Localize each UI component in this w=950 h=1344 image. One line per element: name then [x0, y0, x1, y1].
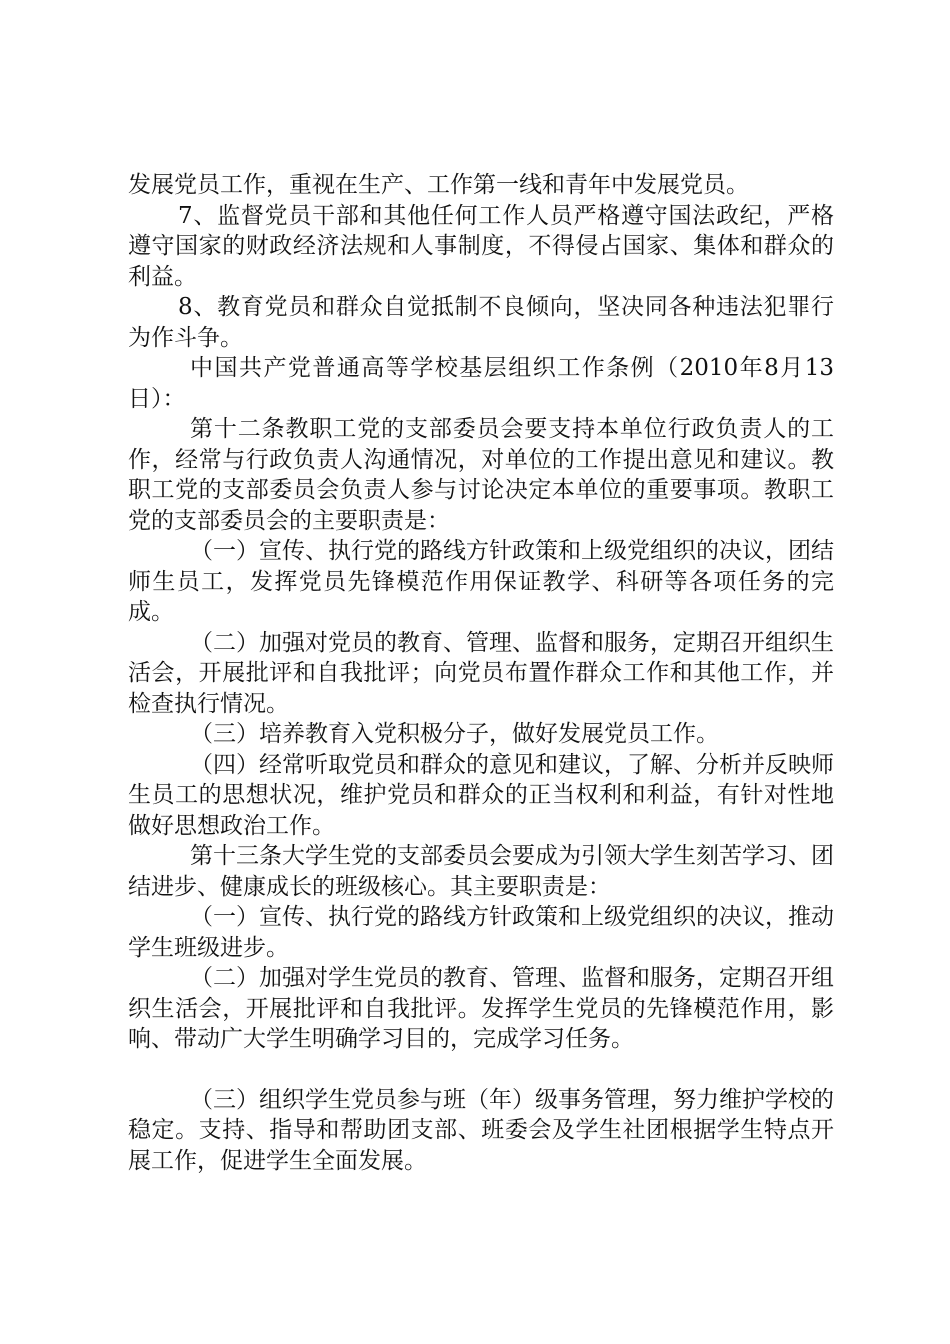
paragraph-item-8: 8、教育党员和群众自觉抵制不良倾向，坚决同各种违法犯罪行为作斗争。: [128, 294, 834, 351]
document-body: [128, 170, 834, 1176]
paragraph-article-12-item-4: （四）经常听取党员和群众的意见和建议，了解、分析并反映师生员工的思想状况，维护党员和群众的正当权利和利益，有针对性地做好思想政治工作。: [128, 751, 834, 839]
paragraph-article-12-item-1: （一）宣传、执行党的路线方针政策和上级党组织的决议，团结师生员工，发挥党员先锋模范作用保证教学、科研等各项任务的完成。: [128, 538, 834, 625]
paragraph-article-12-item-3: （三）培养教育入党积极分子，做好发展党员工作。: [190, 721, 719, 747]
paragraph-article-12-item-2: （二）加强对党员的教育、管理、监督和服务，定期召开组织生活会，开展批评和自我批评；向党员布置作群众工作和其他工作，并检查执行情况。: [128, 629, 834, 717]
paragraph-item-7: 7、监督党员干部和其他任何工作人员严格遵守国法政纪，严格遵守国家的财政经济法规和人事制度，不得侵占国家、集体和群众的利益。: [128, 202, 834, 290]
paragraph-article-13: 第十三条大学生党的支部委员会要成为引领大学生刻苦学习、团结进步、健康成长的班级核心。其主要职责是：: [128, 843, 834, 900]
paragraph-article-13-item-2: （二）加强对学生党员的教育、管理、监督和服务，定期召开组织生活会，开展批评和自我批评。发挥学生党员的先锋模范作用，影响、带动广大学生明确学习目的，完成学习任务。: [128, 965, 834, 1052]
paragraph-article-13-item-3: （三）组织学生党员参与班（年）级事务管理，努力维护学校的稳定。支持、指导和帮助团支部、班委会及学生社团根据学生特点开展工作，促进学生全面发展。: [128, 1086, 834, 1174]
paragraph-regulation-title: 中国共产党普通高等学校基层组织工作条例（2010年8月13日）：: [128, 355, 834, 412]
paragraph-continuation: 发展党员工作，重视在生产、工作第一线和青年中发展党员。: [128, 172, 749, 198]
paragraph-article-13-item-1: （一）宣传、执行党的路线方针政策和上级党组织的决议，推动学生班级进步。: [128, 904, 834, 961]
paragraph-article-12: 第十二条教职工党的支部委员会要支持本单位行政负责人的工作，经常与行政负责人沟通情况，对单位的工作提出意见和建议。教职工党的支部委员会负责人参与讨论决定本单位的重要事项。教职工党的支部委员会的主要职责是：: [128, 416, 834, 534]
